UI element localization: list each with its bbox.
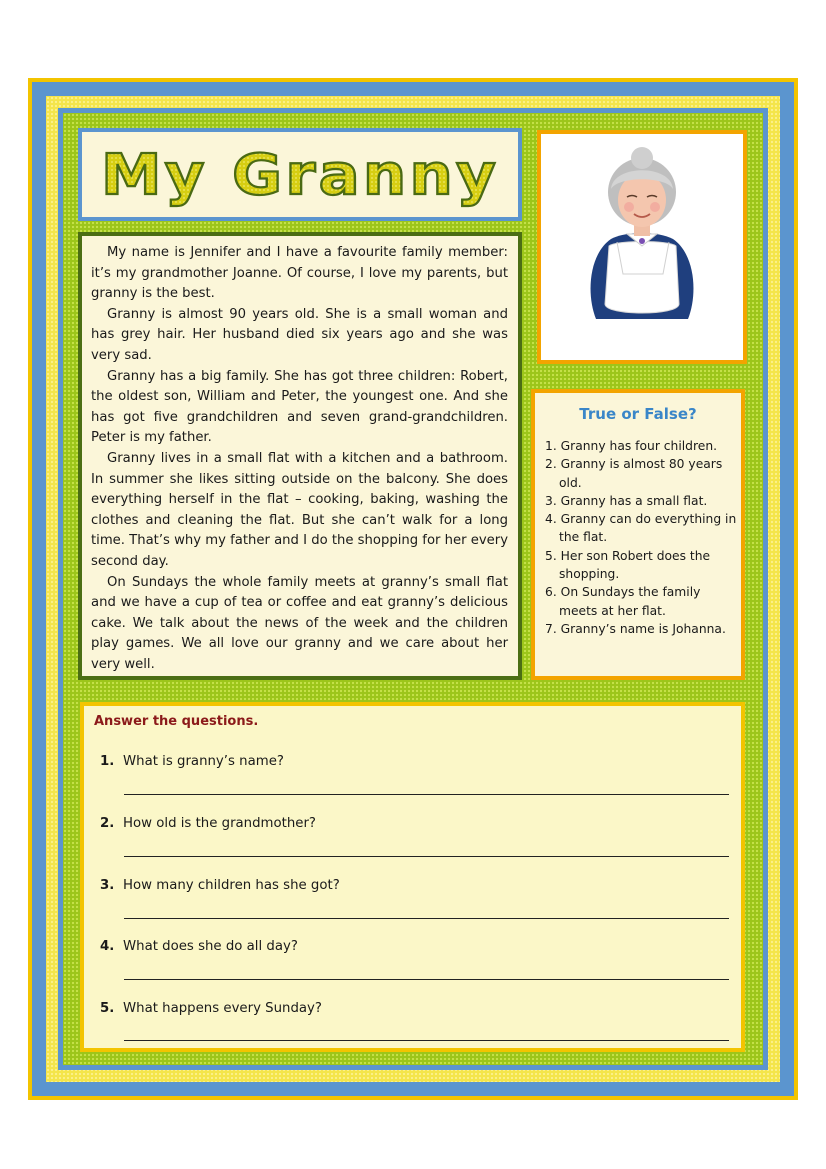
- question-item: [100, 816, 316, 831]
- answer-line[interactable]: [124, 918, 729, 919]
- true-false-item: 3. Granny has a small flat.: [545, 493, 708, 508]
- question-number: 4.: [100, 939, 115, 954]
- true-false-item: 4. Granny can do everything in the flat.: [545, 512, 737, 545]
- true-false-item: 2. Granny is almost 80 years old.: [545, 457, 723, 490]
- reading-paragraph: Granny is almost 90 years old. She is a small woman and has grey hair. Her husband died six years ago and she was very sad.: [91, 306, 508, 363]
- question-text: How old is the grandmother?: [123, 816, 316, 831]
- reading-paragraph: My name is Jennifer and I have a favourite family member: it’s my grandmother Joanne. Of course, I love my parents, but granny is the best.: [91, 245, 508, 302]
- true-false-box: [531, 389, 745, 680]
- reading-paragraph: Granny has a big family. She has got three children: Robert, the oldest son, William and Peter, the youngest one. And she has got five grandchildren and seven grand-grandchildren. Peter is my father.: [91, 368, 508, 446]
- reading-paragraph: On Sundays the whole family meets at granny’s small flat and we have a cup of tea or coffee and eat granny’s delicious cake. We talk about the news of the week and the children play games. We all love our granny and we care about her very well.: [91, 574, 508, 672]
- question-text: What does she do all day?: [123, 939, 298, 954]
- question-item: [100, 754, 284, 769]
- true-false-item: 5. Her son Robert does the shopping.: [545, 548, 711, 582]
- true-false-item: 1. Granny has four children.: [545, 439, 718, 453]
- question-item: [100, 1001, 322, 1016]
- answer-line[interactable]: [124, 979, 729, 980]
- question-text: What happens every Sunday?: [123, 1001, 322, 1016]
- question-item: [100, 878, 340, 893]
- answer-line[interactable]: [124, 1040, 729, 1041]
- question-item: [100, 939, 298, 954]
- page-title-graphic: [82, 132, 518, 217]
- true-false-title: True or False?: [579, 405, 697, 423]
- question-text: What is granny’s name?: [123, 754, 284, 769]
- reading-paragraph: Granny lives in a small flat with a kitchen and a bathroom. In summer she likes sitting outside on the balcony. She does everything herself in the flat – cooking, baking, washing the clothes and cleaning the flat. But she can’t walk for a long time. That’s why my father and I do the shopping for her every second day.: [91, 450, 508, 569]
- answer-line[interactable]: [124, 794, 729, 795]
- question-number: 3.: [100, 878, 115, 893]
- true-false-list: [545, 437, 739, 638]
- questions-box: [80, 702, 745, 1052]
- granny-illustration-icon: [541, 134, 743, 360]
- reading-text-box: [78, 232, 522, 680]
- question-number: 1.: [100, 754, 115, 769]
- questions-heading: Answer the questions.: [94, 714, 259, 729]
- title-box: [78, 128, 522, 221]
- question-number: 2.: [100, 816, 115, 831]
- true-false-item: 6. On Sundays the family meets at her flat.: [545, 585, 701, 618]
- granny-image-box: [537, 130, 747, 364]
- question-text: How many children has she got?: [123, 878, 340, 893]
- true-false-item: 7. Granny’s name is Johanna.: [545, 621, 726, 636]
- answer-line[interactable]: [124, 856, 729, 857]
- question-number: 5.: [100, 1001, 115, 1016]
- page-title: My Granny: [101, 143, 499, 208]
